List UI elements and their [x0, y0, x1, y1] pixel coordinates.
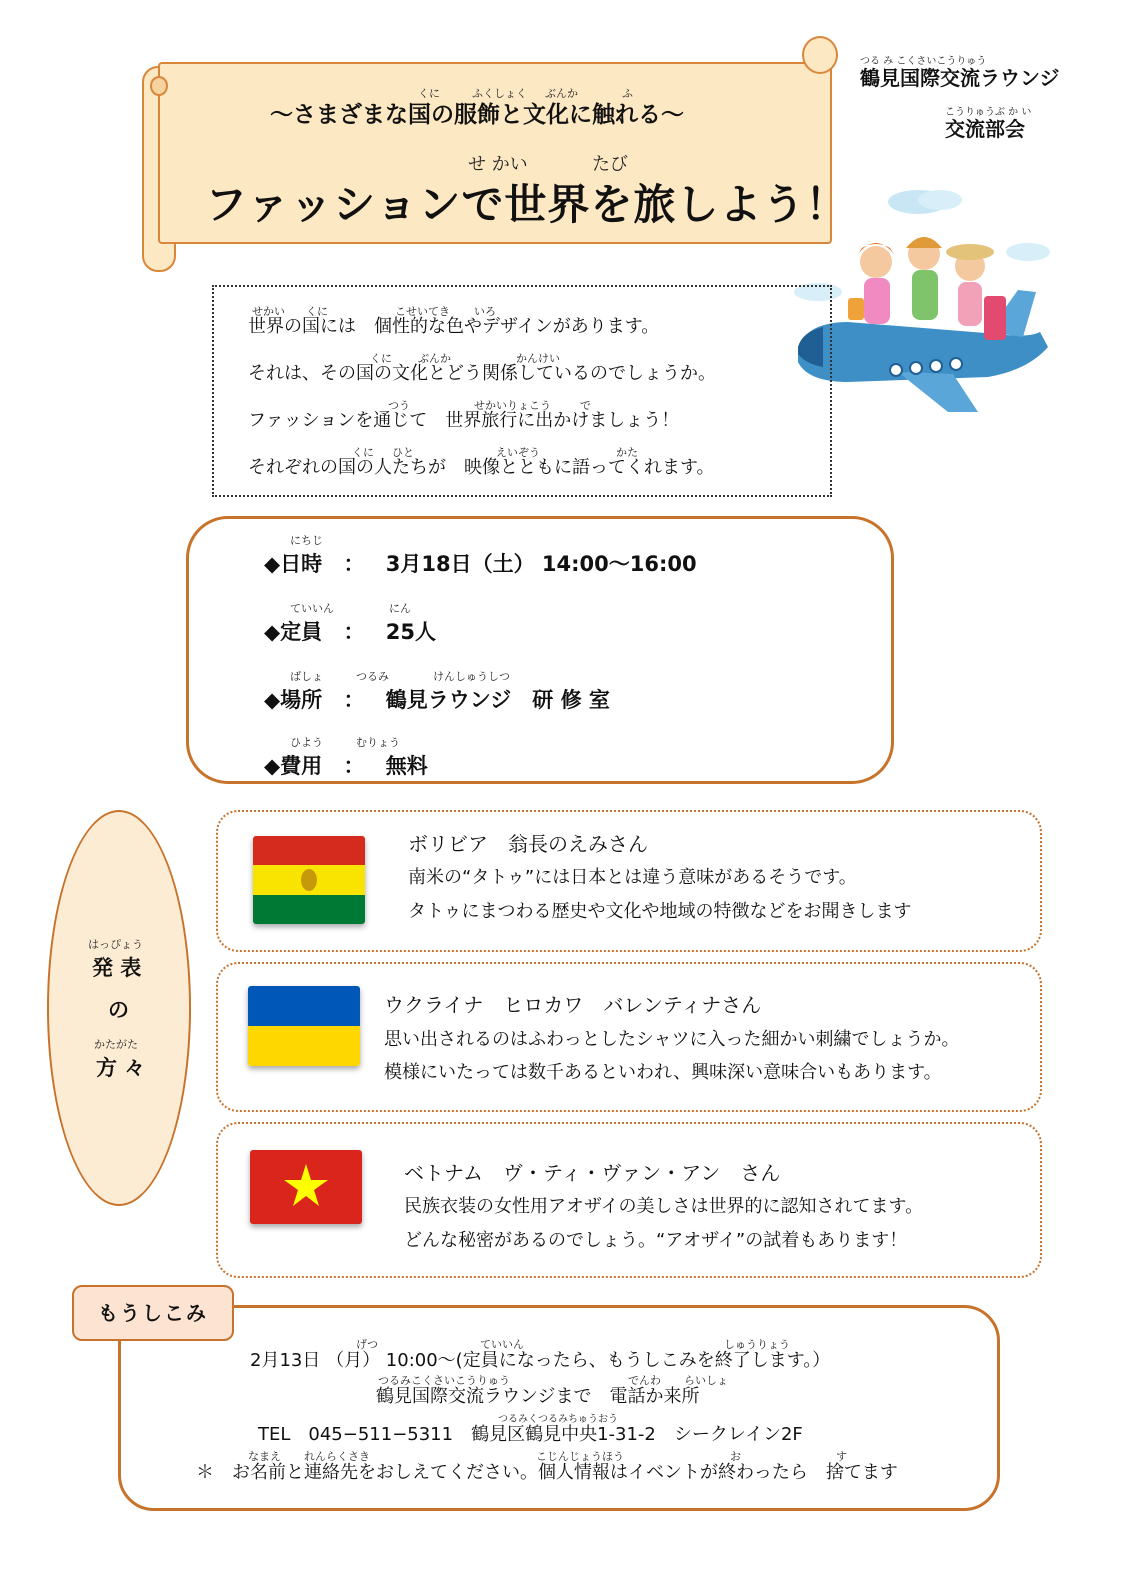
presenters-label: 発 表 — [92, 956, 142, 980]
info-label: ◆日時 — [264, 552, 323, 576]
presenter-description: 模様にいたっては数千あるといわれ、興味深い意味合いもあります。 — [384, 1062, 942, 1083]
event-title: ファッションで世界を旅しよう！ — [205, 180, 849, 229]
info-fee — [264, 750, 428, 780]
application-tab: もうしこみ — [72, 1285, 234, 1341]
info-ruby: にちじ — [290, 534, 323, 547]
subtitle-ruby: ふ — [622, 87, 633, 100]
info-value: 無料 — [385, 754, 428, 778]
scroll-top-curl — [802, 36, 838, 74]
apply-ruby: お — [730, 1450, 741, 1463]
oval-ruby: はっぴょう — [88, 938, 143, 951]
apply-period: 2月13日 （月） 10:00〜(定員になったら、もうしこみを終了します。） — [250, 1350, 831, 1371]
subtitle-ruby: くに — [418, 87, 440, 100]
info-capacity — [264, 616, 436, 646]
organization-section: 交流部会 — [945, 117, 1025, 141]
info-value: 鶴見ラウンジ 研 修 室 — [385, 688, 610, 712]
intro-ruby: ひと — [392, 446, 414, 459]
apply-ruby: れんらくさき — [304, 1450, 370, 1463]
subtitle-ruby: ぶんか — [545, 87, 578, 100]
intro-ruby: せかい — [252, 305, 285, 318]
intro-line: それは、その国の文化とどう関係しているのでしょうか。 — [248, 363, 716, 384]
apply-ruby: す — [836, 1450, 847, 1463]
apply-ruby: でんわ — [628, 1374, 661, 1387]
intro-ruby: くに — [370, 352, 392, 365]
info-value: 3月18日（土） 14:00〜16:00 — [385, 552, 697, 576]
apply-ruby: しゅうりょう — [724, 1338, 790, 1351]
oval-ruby: かたがた — [94, 1038, 138, 1051]
info-label: ◆費用 — [264, 754, 323, 778]
info-date — [264, 548, 697, 578]
intro-ruby: くに — [306, 305, 328, 318]
apply-ruby: つるみくつるみちゅうおう — [498, 1414, 618, 1425]
presenter-name: ウクライナ ヒロカワ バレンティナさん — [384, 993, 762, 1017]
apply-contact: TEL 045−511−5311 鶴見区鶴見中央1-31-2 シークレイン2F — [258, 1424, 803, 1445]
presenter-name: ボリビア 翁長のえみさん — [408, 832, 648, 856]
intro-ruby: えいぞう — [496, 446, 540, 459]
intro-line: ファッションを通じて 世界旅行に出かけましょう！ — [248, 410, 680, 431]
presenter-description: 南米の“タトゥ”には日本とは違う意味があるそうです。 — [408, 867, 857, 888]
apply-method: 鶴見国際交流ラウンジまで 電話か来所 — [376, 1386, 700, 1407]
section-ruby: こうりゅうぶ か い — [945, 107, 1032, 118]
presenter-description: 思い出されるのはふわっとしたシャツに入った細かい刺繍でしょうか。 — [384, 1029, 960, 1050]
organization-name: 鶴見国際交流ラウンジ — [860, 66, 1060, 90]
info-separator: ： — [343, 552, 365, 576]
intro-ruby: つう — [388, 399, 410, 412]
title-ruby: たび — [592, 154, 628, 175]
intro-ruby: せかいりょこう — [474, 399, 551, 412]
title-ruby: せ かい — [468, 154, 528, 175]
apply-ruby: げつ — [356, 1338, 378, 1351]
intro-line: 世界の国には 個性的な色やデザインがあります。 — [248, 316, 660, 337]
info-place — [264, 684, 610, 714]
apply-ruby: らいしょ — [684, 1374, 728, 1387]
info-separator: ： — [343, 620, 365, 644]
presenter-description: どんな秘密があるのでしょう。“アオザイ”の試着もあります！ — [404, 1230, 908, 1251]
info-value: 25人 — [385, 620, 437, 644]
apply-ruby: ていいん — [480, 1338, 524, 1351]
apply-ruby: つるみこくさいこうりゅう — [378, 1374, 510, 1387]
intro-ruby: ぶんか — [418, 352, 451, 365]
intro-ruby: かんけい — [516, 352, 560, 365]
info-ruby: ひよう むりょう — [290, 736, 400, 749]
intro-ruby: で — [580, 399, 591, 412]
bolivia-flag — [253, 836, 365, 924]
intro-ruby: くに — [352, 446, 374, 459]
intro-ruby: いろ — [474, 305, 496, 318]
star-icon — [250, 1150, 362, 1224]
info-ruby: ばしょ つるみ けんしゅうしつ — [290, 670, 510, 683]
intro-ruby: かた — [616, 446, 638, 459]
intro-ruby: こせいてき — [395, 305, 450, 318]
presenter-name: ベトナム ヴ・ティ・ヴァン・アン さん — [404, 1161, 781, 1185]
info-separator: ： — [343, 688, 365, 712]
apply-note: ＊ お名前と連絡先をおしえてください。個人情報はイベントが終わったら 捨てます — [196, 1462, 898, 1483]
org-ruby: つる み こくさいこうりゅう — [860, 56, 987, 67]
apply-ruby: なまえ — [248, 1450, 281, 1463]
presenter-description: 民族衣装の女性用アオザイの美しさは世界的に認知されてます。 — [404, 1196, 924, 1217]
scroll-curl-detail — [150, 76, 168, 96]
apply-ruby: こじんじょうほう — [536, 1450, 624, 1463]
info-ruby: ていいん にん — [290, 602, 411, 615]
event-subtitle: 〜さまざまな国の服飾と文化に触れる〜 — [270, 102, 684, 128]
presenter-description: タトゥにまつわる歴史や文化や地域の特徴などをお聞きします — [408, 901, 912, 922]
presenters-label: の — [108, 998, 129, 1022]
ukraine-flag — [248, 986, 360, 1066]
info-label: ◆定員 — [264, 620, 323, 644]
presenters-label: 方 々 — [96, 1056, 146, 1080]
subtitle-ruby: ふくしょく — [472, 87, 527, 100]
info-label: ◆場所 — [264, 688, 323, 712]
info-separator: ： — [343, 754, 365, 778]
vietnam-flag — [250, 1150, 362, 1224]
intro-line: それぞれの国の人たちが 映像とともに語ってくれます。 — [248, 457, 715, 478]
